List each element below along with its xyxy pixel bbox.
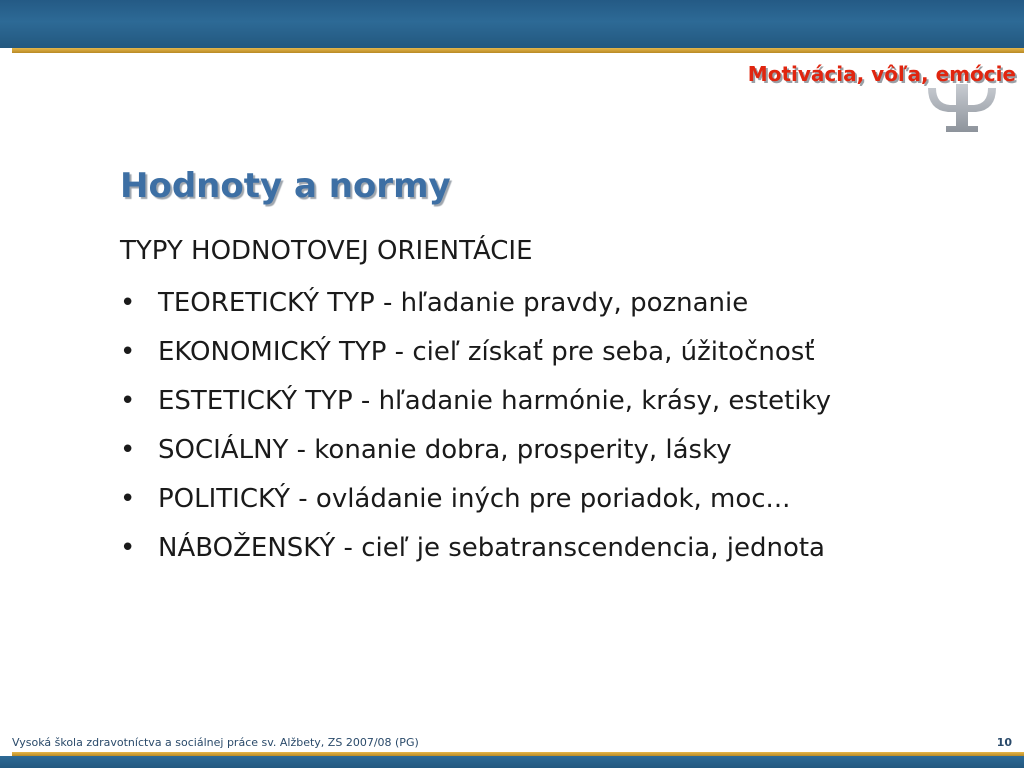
bullet-text: TEORETICKÝ TYP - hľadanie pravdy, poznanie — [158, 288, 749, 318]
top-gold-stripe — [12, 48, 1024, 53]
bullet-text: NÁBOŽENSKÝ - cieľ je sebatranscendencia, jednota — [158, 533, 825, 563]
bullet-dot: • — [120, 288, 136, 318]
slide-subheading: TYPY HODNOTOVEJ ORIENTÁCIE — [120, 236, 533, 266]
slide-title: Hodnoty a normy — [120, 166, 451, 206]
bullet-dot: • — [120, 386, 136, 416]
bullet-text: SOCIÁLNY - konanie dobra, prosperity, lásky — [158, 435, 732, 465]
bullet-dot: • — [120, 533, 136, 563]
bullet-dot: • — [120, 484, 136, 514]
bullet-dot: • — [120, 337, 136, 367]
course-title: Motivácia, vôľa, emócie — [747, 62, 1016, 86]
psi-icon — [922, 80, 1002, 140]
bullet-text: EKONOMICKÝ TYP - cieľ získať pre seba, úžitočnosť — [158, 337, 815, 367]
bottom-blue-band — [0, 756, 1024, 768]
page-number: 10 — [996, 736, 1012, 749]
top-blue-band — [0, 0, 1024, 48]
bullet-text: POLITICKÝ - ovládanie iných pre poriadok, moc... — [158, 484, 791, 514]
bullet-dot: • — [120, 435, 136, 465]
footer-institution: Vysoká škola zdravotníctva a sociálnej práce sv. Alžbety, ZS 2007/08 (PG) — [12, 736, 419, 749]
bullet-text: ESTETICKÝ TYP - hľadanie harmónie, krásy, estetiky — [158, 386, 832, 416]
